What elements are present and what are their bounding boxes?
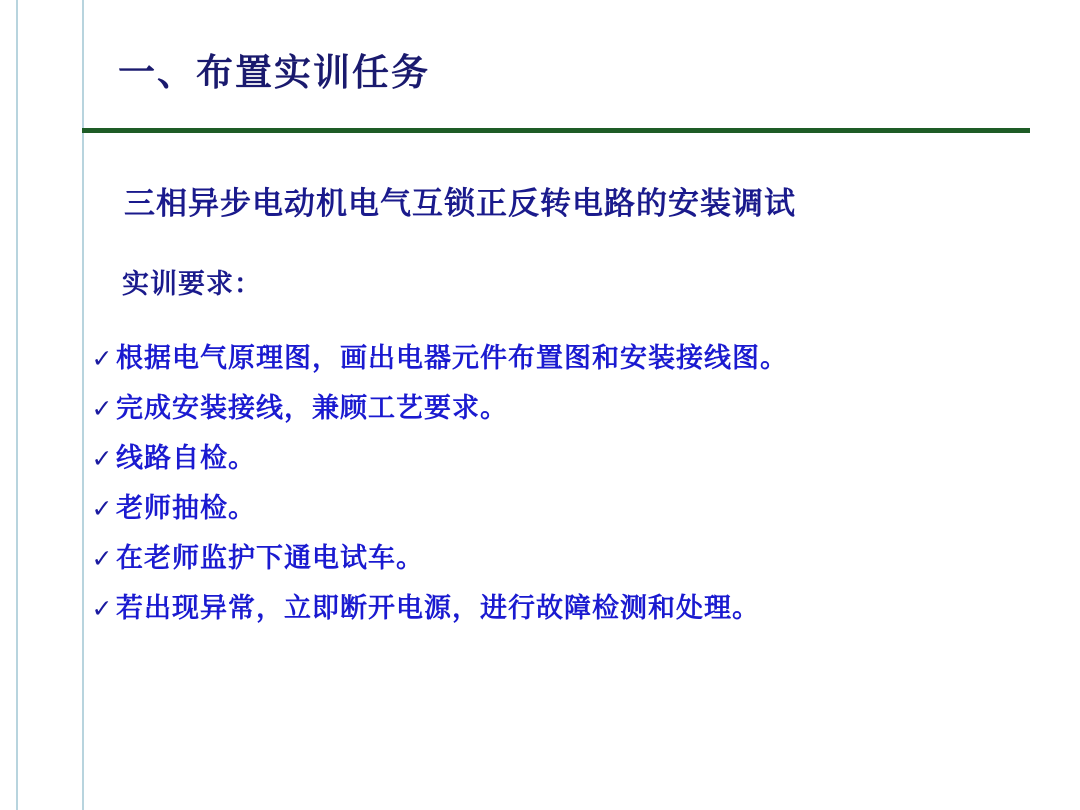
- check-icon: ✓: [91, 544, 113, 573]
- slide-title: 一、布置实训任务: [118, 51, 430, 94]
- left-decorative-rule-outer: [16, 0, 18, 810]
- list-item: [88, 542, 1048, 580]
- check-icon: ✓: [91, 394, 113, 423]
- list-item-label: 老师抽检。: [116, 493, 256, 524]
- list-item: [88, 592, 1048, 630]
- slide-subtitle: 三相异步电动机电气互锁正反转电路的安装调试: [124, 186, 796, 222]
- check-icon: ✓: [91, 344, 113, 373]
- list-item-label: 在老师监护下通电试车。: [116, 543, 424, 574]
- list-item: [88, 492, 1048, 530]
- requirements-list: [88, 342, 1048, 642]
- check-icon: ✓: [91, 494, 113, 523]
- left-decorative-rule-inner: [82, 0, 84, 810]
- check-icon: ✓: [91, 444, 113, 473]
- check-icon: ✓: [91, 594, 113, 623]
- list-item-label: 根据电气原理图，画出电器元件布置图和安装接线图。: [116, 343, 788, 374]
- list-item: [88, 392, 1048, 430]
- requirements-heading: 实训要求：: [122, 269, 262, 300]
- title-underline-rule: [82, 128, 1030, 133]
- list-item: [88, 342, 1048, 380]
- list-item: [88, 442, 1048, 480]
- list-item-label: 线路自检。: [116, 443, 256, 474]
- list-item-label: 完成安装接线，兼顾工艺要求。: [116, 393, 508, 424]
- list-item-label: 若出现异常，立即断开电源，进行故障检测和处理。: [116, 593, 760, 624]
